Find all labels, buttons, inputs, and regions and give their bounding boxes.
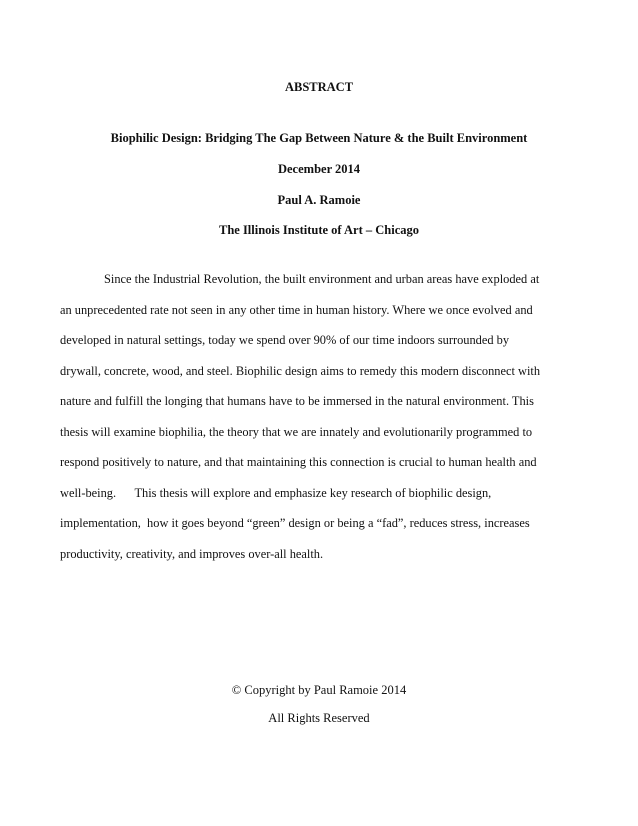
abstract-line: well-being. This thesis will explore and emphasize key research of biophilic design,	[60, 485, 492, 500]
thesis-date: December 2014	[277, 162, 361, 176]
abstract-line: thesis will examine biophilia, the theory that we are innately and evolutionarily programmed to	[60, 424, 533, 439]
abstract-line: respond positively to nature, and that maintaining this connection is crucial to human health and	[60, 455, 537, 469]
abstract-line: Since the Industrial Revolution, the built environment and urban areas have exploded at	[104, 272, 540, 286]
abstract-body	[60, 264, 580, 569]
abstract-line: drywall, concrete, wood, and steel. Biophilic design aims to remedy this modern disconnect with	[60, 363, 541, 378]
abstract-line: nature and fulfill the longing that humans have to be immersed in the natural environment. This	[60, 394, 534, 408]
abstract-line: productivity, creativity, and improves over-all health.	[60, 546, 324, 561]
thesis-title: Biophilic Design: Bridging The Gap Between Nature & the Built Environment	[110, 131, 528, 145]
abstract-line: an unprecedented rate not seen in any other time in human history. Where we once evolved and	[60, 302, 533, 317]
copyright-notice: © Copyright by Paul Ramoie 2014	[231, 683, 407, 697]
abstract-line: developed in natural settings, today we spend over 90% of our time indoors surrounded by	[60, 333, 510, 347]
author-name: Paul A. Ramoie	[277, 193, 361, 207]
rights-notice: All Rights Reserved	[268, 711, 370, 725]
abstract-heading: ABSTRACT	[284, 80, 354, 94]
institution-name: The Illinois Institute of Art – Chicago	[218, 223, 419, 237]
abstract-line: implementation, how it goes beyond “green” design or being a “fad”, reduces stress, increases	[60, 516, 530, 530]
